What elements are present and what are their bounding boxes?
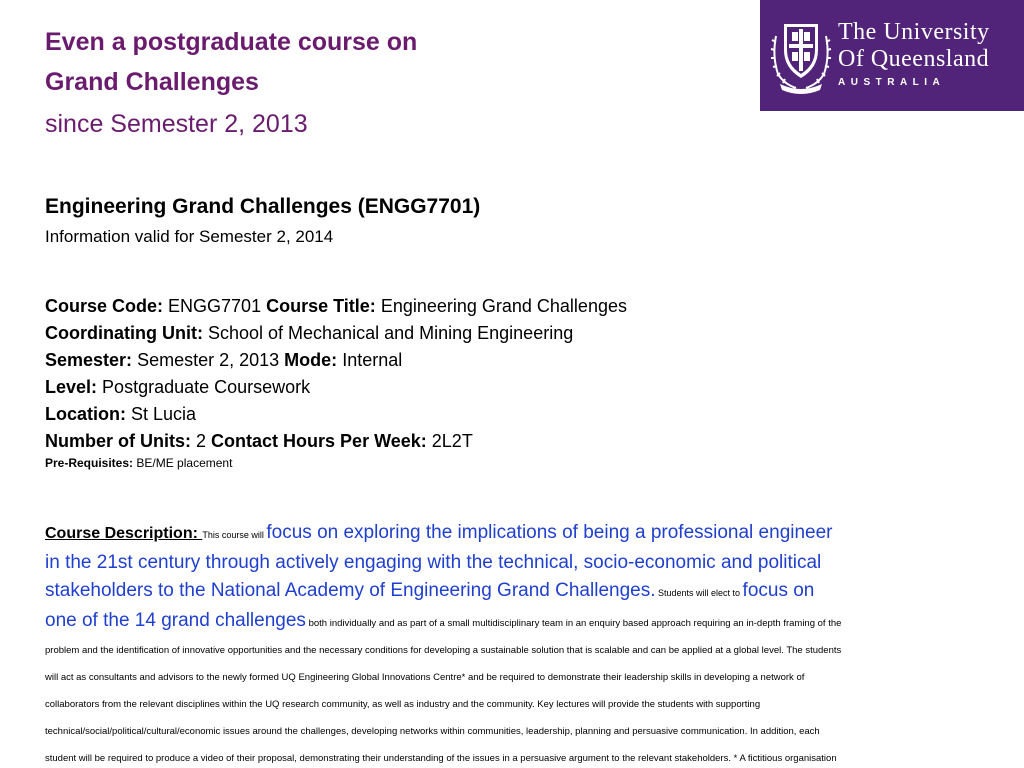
course-title-value: Engineering Grand Challenges: [380, 296, 627, 316]
prerequisites-value: BE/ME placement: [136, 456, 233, 470]
course-code-label: Course Code:: [45, 296, 164, 316]
university-logo: [760, 0, 1024, 111]
course-details: [45, 293, 627, 471]
location-row: [45, 401, 627, 428]
slide-subtitle: since Semester 2, 2013: [45, 110, 308, 138]
prerequisites-label: Pre-Requisites:: [45, 456, 134, 470]
semester-label: Semester:: [45, 350, 133, 370]
units-label: Number of Units:: [45, 431, 191, 451]
slide-title-line-1: Even a postgraduate course on: [45, 28, 418, 56]
uq-crest-icon: [770, 16, 832, 94]
course-title-label: Course Title:: [266, 296, 376, 316]
description-body: both individually and as part of a small multidisciplinary team in an enquiry based approach requiring an in-depth framing of the problem and the identification of innovative opportunities and the necessary conditions for developing a sustainable solution that is scalable and can be applied at a global level. The students will act as consultants and advisors to the newly formed UQ Engineering Global Innovations Centre* and be required to demonstrate their leadership skills in developing a network of collaborators from the relevant disciplines within the UQ research community, as well as industry and the community. Key lectures will provide the students with supporting technical/social/political/cultural/economic issues around the challenges, developing networks within communities, leadership, planning and persuasive communication. In addition, each student will be required to produce a video of their proposal, demonstrating their understanding of the issues in a persuasive argument to the relevant stakeholders. * A fictitious organisation: [45, 618, 842, 764]
slide-title-line-2: Grand Challenges: [45, 68, 259, 96]
description-highlight-2: focus on one of the 14 grand challenges: [45, 580, 815, 631]
contact-hours-label: Contact Hours Per Week:: [211, 431, 427, 451]
course-heading: Engineering Grand Challenges (ENGG7701): [45, 195, 481, 218]
university-country: AUSTRALIA: [838, 77, 946, 88]
coordinating-unit-label: Coordinating Unit:: [45, 323, 203, 343]
units-value: 2: [196, 431, 207, 451]
level-row: [45, 374, 627, 401]
course-code-row: [45, 293, 627, 320]
mode-value: Internal: [342, 350, 403, 370]
university-name-line-2: Of Queensland: [838, 46, 990, 72]
description-connector-small: Students will elect to: [655, 588, 743, 598]
course-description-label: Course Description:: [45, 525, 203, 542]
coordinating-unit-row: [45, 320, 627, 347]
location-label: Location:: [45, 404, 126, 424]
course-description: [45, 519, 845, 768]
course-code-value: ENGG7701: [168, 296, 262, 316]
university-name-line-1: The University: [838, 19, 990, 45]
coordinating-unit-value: School of Mechanical and Mining Engineering: [207, 323, 574, 343]
units-row: [45, 428, 627, 455]
course-validity: Information valid for Semester 2, 2014: [45, 227, 334, 246]
semester-row: [45, 347, 627, 374]
description-intro-small: This course will: [202, 530, 267, 540]
prerequisites-row: [45, 455, 627, 471]
semester-value: Semester 2, 2013: [137, 350, 280, 370]
location-value: St Lucia: [131, 404, 197, 424]
description-highlight-1: focus on exploring the implications of being a professional engineer in the 21st century through actively engaging with the technical, socio-economic and political stakeholders to the National Academy of Engineering Grand Challenges.: [45, 522, 833, 601]
mode-label: Mode:: [284, 350, 338, 370]
contact-hours-value: 2L2T: [431, 431, 473, 451]
level-label: Level:: [45, 377, 98, 397]
level-value: Postgraduate Coursework: [102, 377, 311, 397]
